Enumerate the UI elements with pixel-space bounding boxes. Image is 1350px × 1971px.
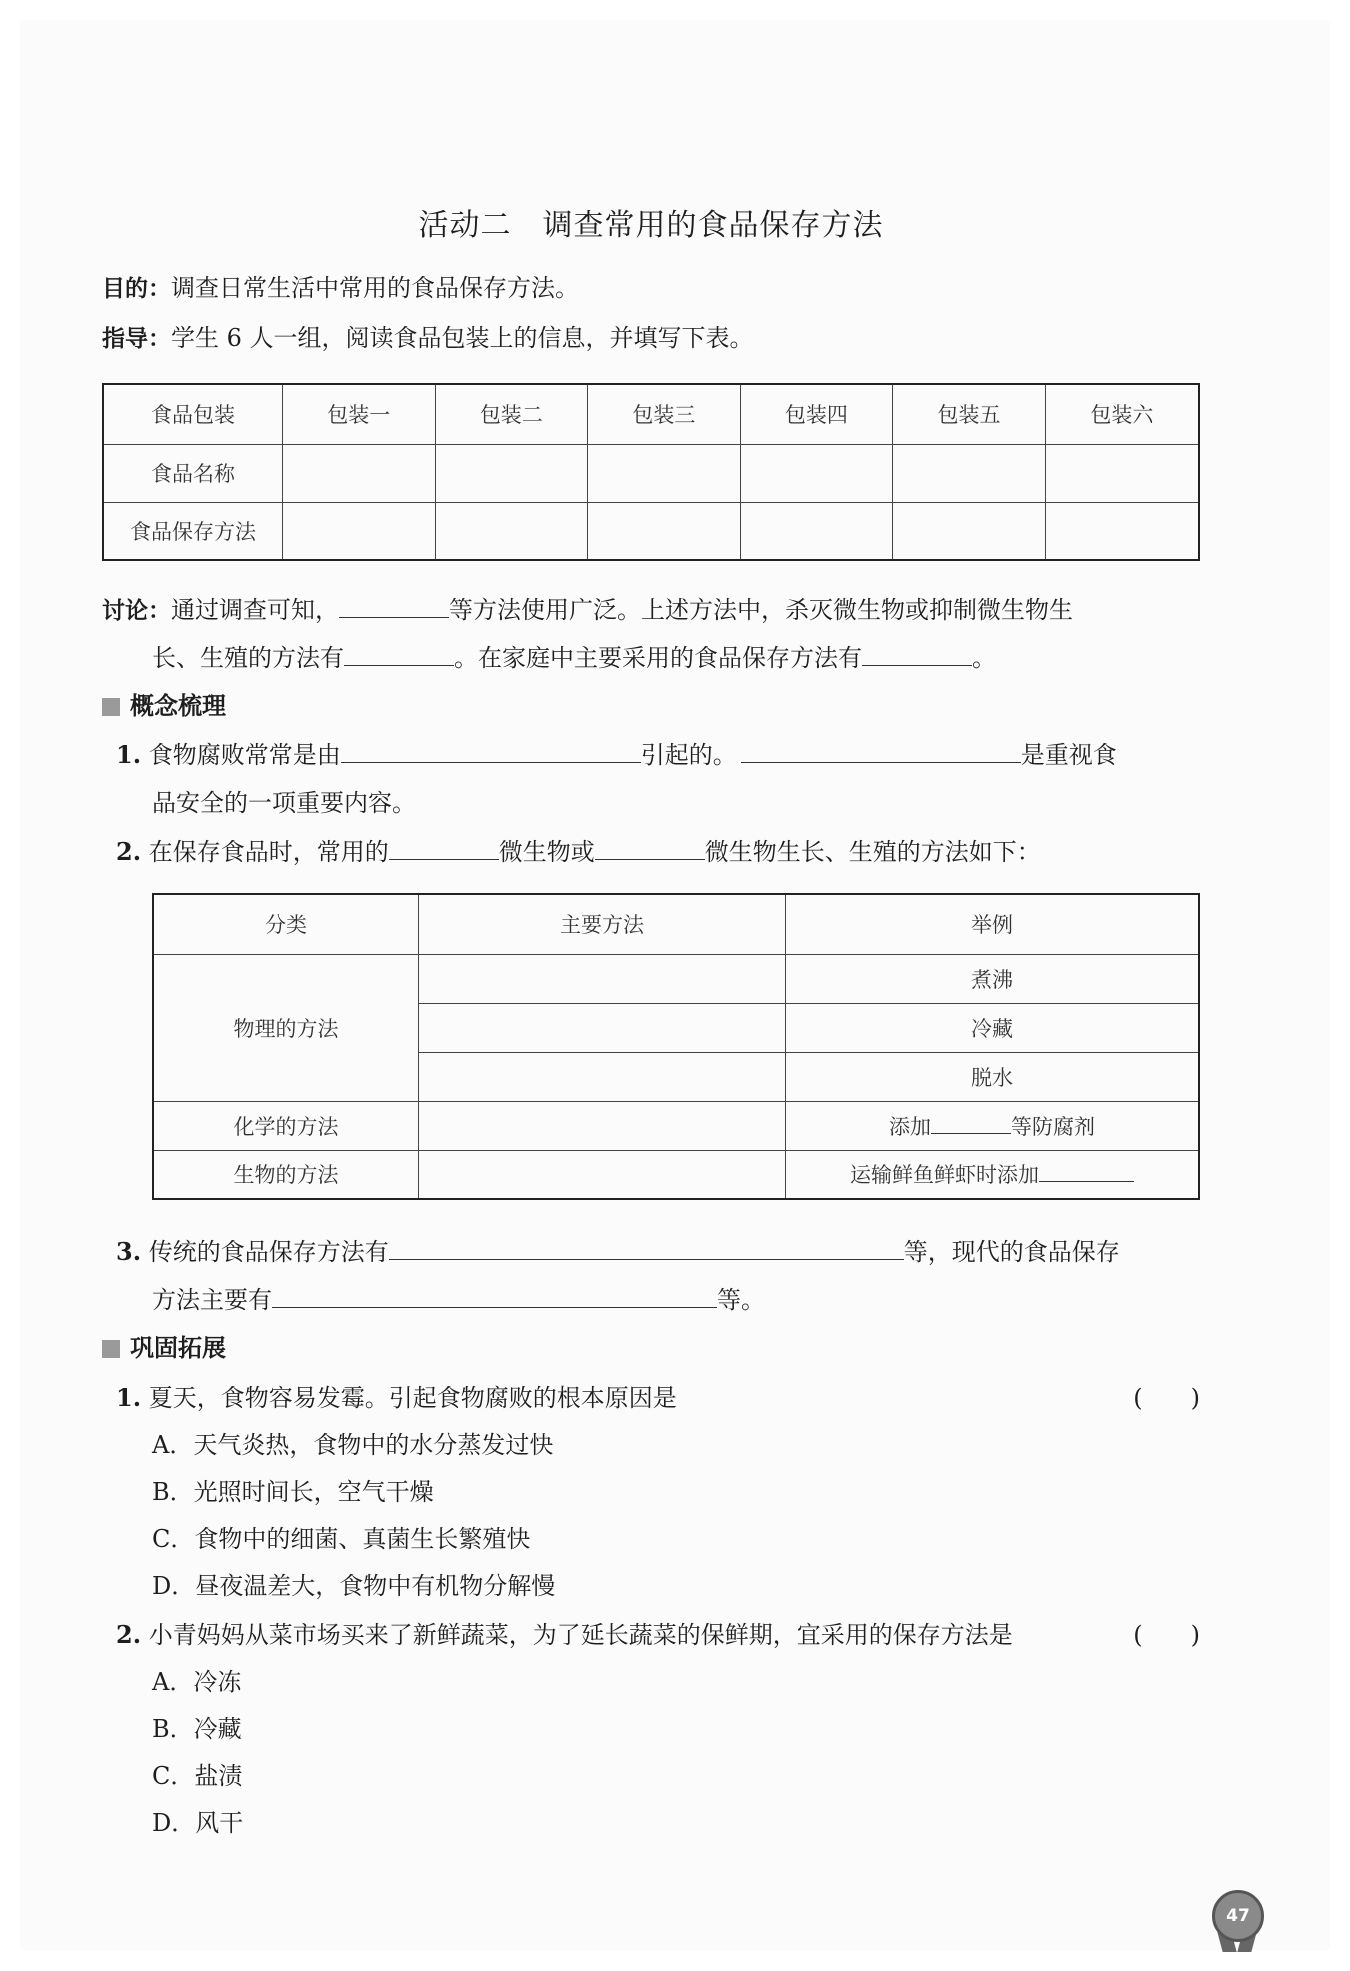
survey-cell[interactable] <box>283 502 436 560</box>
fill-blank[interactable] <box>741 742 1021 763</box>
discussion-text: 等方法使用广泛。上述方法中，杀灭微生物或抑制微生物生 <box>449 596 1073 624</box>
concept-q2-line <box>116 832 1041 867</box>
fill-blank[interactable] <box>341 742 641 763</box>
extension-q2 <box>116 1615 1013 1650</box>
method-cell[interactable] <box>419 1003 786 1052</box>
guide-text: 学生 6 人一组，阅读食品包装上的信息，并填写下表。 <box>171 324 754 352</box>
methods-row <box>153 1150 1199 1199</box>
fill-blank[interactable] <box>272 1287 717 1308</box>
option-b[interactable]: B．冷藏 <box>152 1715 242 1743</box>
guide-label: 指导： <box>102 326 171 352</box>
question-text: 等。 <box>717 1286 765 1314</box>
discussion-text: 。 <box>972 644 996 672</box>
preservation-methods-table <box>152 893 1200 1200</box>
section-title: 巩固拓展 <box>130 1334 226 1362</box>
question-number: 3. <box>116 1237 142 1266</box>
methods-header-cell: 举例 <box>786 894 1200 954</box>
method-cell[interactable] <box>419 1052 786 1101</box>
option-a[interactable]: A．冷冻 <box>152 1668 242 1696</box>
survey-header-cell: 包装六 <box>1045 384 1199 444</box>
question-text: 是重视食 <box>1020 741 1117 769</box>
survey-header-cell: 包装二 <box>435 384 588 444</box>
survey-row-label: 食品名称 <box>103 444 283 502</box>
survey-cell[interactable] <box>893 502 1046 560</box>
activity-title: 活动二 调查常用的食品保存方法 <box>418 208 884 243</box>
discussion-line-2 <box>152 638 996 673</box>
survey-header-row <box>103 384 1199 444</box>
fill-blank[interactable] <box>862 645 972 666</box>
survey-row-method <box>103 502 1199 560</box>
question-text: 传统的食品保存方法有 <box>148 1238 389 1266</box>
option-a[interactable]: A．天气炎热，食物中的水分蒸发过快 <box>152 1431 554 1459</box>
fill-blank[interactable] <box>344 645 454 666</box>
category-biological: 生物的方法 <box>153 1150 419 1199</box>
example-cell: 冷藏 <box>786 1003 1200 1052</box>
method-cell[interactable] <box>419 1101 786 1150</box>
question-text: 夏天，食物容易发霉。引起食物腐败的根本原因是 <box>148 1384 677 1412</box>
discussion-text: 长、生殖的方法有 <box>152 644 344 672</box>
section-heading-concepts <box>102 686 226 721</box>
method-cell[interactable] <box>419 1150 786 1199</box>
methods-row <box>153 954 1199 1003</box>
extension-q1 <box>116 1378 677 1413</box>
question-text: 食物腐败常常是由 <box>148 741 341 769</box>
fill-blank[interactable] <box>595 839 705 860</box>
option-c[interactable]: C．食物中的细菌、真菌生长繁殖快 <box>152 1525 531 1553</box>
question-text: 方法主要有 <box>152 1286 272 1314</box>
example-text: 等防腐剂 <box>1011 1114 1095 1139</box>
example-text: 添加 <box>889 1114 931 1139</box>
survey-cell[interactable] <box>1045 502 1199 560</box>
question-number: 2. <box>116 837 142 866</box>
example-text: 运输鲜鱼鲜虾时添加 <box>850 1163 1039 1188</box>
page-number-badge: 47 <box>1212 1890 1264 1942</box>
example-cell: 煮沸 <box>786 954 1200 1003</box>
purpose-label: 目的： <box>102 276 171 302</box>
survey-cell[interactable] <box>1045 444 1199 502</box>
fill-blank[interactable] <box>1039 1165 1134 1182</box>
method-cell[interactable] <box>419 954 786 1003</box>
category-physical: 物理的方法 <box>153 954 419 1101</box>
survey-cell[interactable] <box>588 444 741 502</box>
concept-q1-line-1 <box>116 735 1117 770</box>
guide-line <box>102 318 754 353</box>
survey-cell[interactable] <box>588 502 741 560</box>
survey-cell[interactable] <box>893 444 1046 502</box>
option-d[interactable]: D．风干 <box>152 1809 244 1837</box>
section-title: 概念梳理 <box>130 692 226 720</box>
methods-header-row <box>153 894 1199 954</box>
question-number: 1. <box>116 740 142 769</box>
concept-q3-line-2 <box>152 1280 765 1315</box>
fill-blank[interactable] <box>389 1239 904 1260</box>
methods-row <box>153 1101 1199 1150</box>
survey-header-cell: 包装一 <box>283 384 436 444</box>
question-text: 等，现代的食品保存 <box>903 1238 1120 1266</box>
survey-header-cell: 包装五 <box>893 384 1046 444</box>
question-text: 引起的。 <box>640 741 737 769</box>
fill-blank[interactable] <box>389 839 499 860</box>
option-b[interactable]: B．光照时间长，空气干燥 <box>152 1478 434 1506</box>
survey-header-cell: 包装四 <box>740 384 893 444</box>
option-d[interactable]: D．昼夜温差大，食物中有机物分解慢 <box>152 1572 556 1600</box>
survey-header-cell: 包装三 <box>588 384 741 444</box>
example-cell <box>786 1101 1200 1150</box>
survey-cell[interactable] <box>435 502 588 560</box>
question-text: 微生物生长、生殖的方法如下： <box>704 838 1041 866</box>
question-number: 1. <box>116 1383 142 1412</box>
survey-cell[interactable] <box>435 444 588 502</box>
survey-cell[interactable] <box>740 444 893 502</box>
survey-cell[interactable] <box>283 444 436 502</box>
survey-table <box>102 383 1200 561</box>
question-text: 微生物或 <box>498 838 595 866</box>
purpose-line <box>102 268 579 303</box>
survey-row-label: 食品保存方法 <box>103 502 283 560</box>
fill-blank[interactable] <box>931 1117 1011 1134</box>
discussion-line-1 <box>102 590 1073 625</box>
question-number: 2. <box>116 1620 142 1649</box>
category-chemical: 化学的方法 <box>153 1101 419 1150</box>
example-cell: 脱水 <box>786 1052 1200 1101</box>
discussion-text: 。在家庭中主要采用的食品保存方法有 <box>454 644 862 672</box>
fill-blank[interactable] <box>339 597 449 618</box>
methods-header-cell: 主要方法 <box>419 894 786 954</box>
question-text: 在保存食品时，常用的 <box>148 838 389 866</box>
methods-header-cell: 分类 <box>153 894 419 954</box>
section-heading-extension <box>102 1328 226 1363</box>
question-text: 小青妈妈从菜市场买来了新鲜蔬菜，为了延长蔬菜的保鲜期，宜采用的保存方法是 <box>148 1621 1013 1649</box>
concept-q3-line-1 <box>116 1232 1120 1267</box>
survey-header-cell: 食品包装 <box>103 384 283 444</box>
section-marker-icon <box>102 698 120 716</box>
survey-row-name <box>103 444 1199 502</box>
answer-bracket[interactable]: ( ) <box>1133 1621 1200 1649</box>
discussion-text: 通过调查可知， <box>171 596 339 624</box>
discussion-label: 讨论： <box>102 598 171 624</box>
option-c[interactable]: C．盐渍 <box>152 1762 243 1790</box>
section-marker-icon <box>102 1340 120 1358</box>
concept-q1-line-2: 品安全的一项重要内容。 <box>152 789 416 817</box>
answer-bracket[interactable]: ( ) <box>1133 1384 1200 1412</box>
purpose-text: 调查日常生活中常用的食品保存方法。 <box>171 274 579 302</box>
example-cell <box>786 1150 1200 1199</box>
survey-cell[interactable] <box>740 502 893 560</box>
